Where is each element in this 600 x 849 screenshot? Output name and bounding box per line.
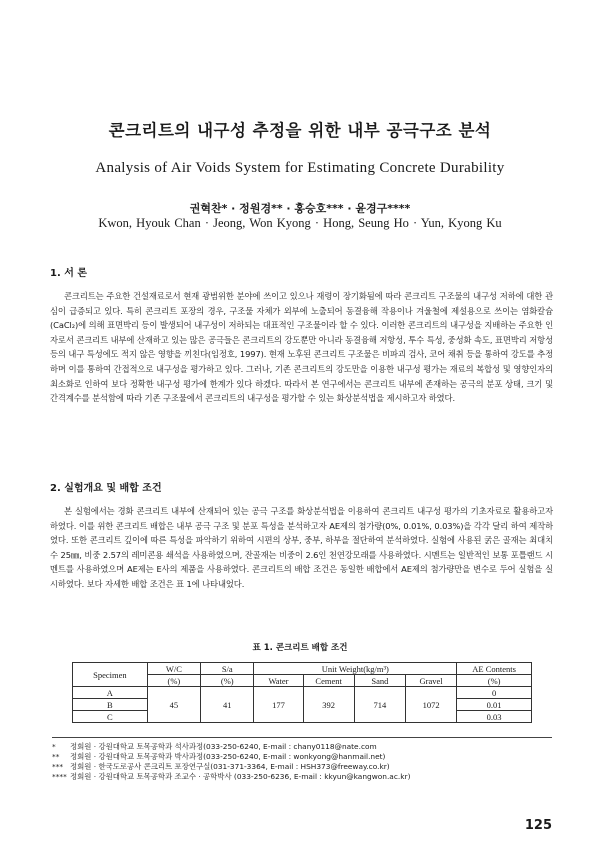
- page-number: 125: [524, 818, 552, 833]
- footnote-mark: *: [52, 742, 56, 751]
- table-row: [73, 687, 532, 699]
- footnote-item: [52, 772, 410, 782]
- authors-english: Kwon, Hyouk Chan · Jeong, Won Kyong · Hong, Seung Ho · Yun, Kyong Ku: [98, 216, 502, 230]
- water-cell: 177: [254, 687, 303, 723]
- section-heading-experiment: 2. 실험개요 및 배합 조건: [50, 483, 162, 494]
- table-caption: 표 1. 콘크리트 배합 조건: [252, 643, 348, 653]
- header-gravel: Gravel: [406, 675, 457, 687]
- header-unit-weight: Unit Weight(kg/m³): [254, 663, 457, 675]
- footnote-mark: ****: [52, 772, 67, 781]
- footnote-item: [52, 752, 385, 762]
- experiment-paragraph: 본 실험에서는 경화 콘크리트 내부에 산재되어 있는 공극 구조를 화상분석법을 이용하여 콘크리트 내구성 평가의 기초자료로 활용하고자 하였다. 이를 위한 콘크리트 배합은 내부 공극 구조 및 분포 특성을 분석하고자 AE제의 첨가량(0%, 0.01%, 0.03%)을 각각 달리 하여 제작하였다. 또한 콘크리트 깊이에 따른 특성을 파악하기 위하여 시편의 상부, 중부, 하부을 절단하여 분석하였다. 실험에 사용된 굵은 골재는 최대치수 25㎜, 비중 2.57의 레미콘용 쇄석을 사용하였으며, 잔골재는 비중이 2.6인 천연강모래를 사용하였다. 시멘트는 일반적인 보통 포틀랜드 시멘트를 사용하였으며 AE제는 E사의 제품을 사용하였다. 콘크리트의 배합 조건은 동일한 배합에서 AE제의 첨가량만을 변수로 두어 실험을 실시하였다. 보다 자세한 배합 조건은 표 1에 나타내었다.: [50, 506, 553, 589]
- authors-korean: 권혁찬* · 정원경** · 홍승호*** · 윤경구****: [189, 202, 411, 215]
- footnote-divider: [52, 737, 552, 738]
- footnote-mark: ***: [52, 762, 64, 771]
- header-water: Water: [254, 675, 303, 687]
- specimen-cell: C: [73, 711, 148, 723]
- header-wc-unit: (%): [147, 675, 200, 687]
- paper-title-english: Analysis of Air Voids System for Estimating Concrete Durability: [95, 160, 505, 176]
- specimen-cell: A: [73, 687, 148, 699]
- footnote-text: 정회원 · 강원대학교 토목공학과 박사과정(033-250-6240, E-mail : wonkyong@hanmail.net): [70, 752, 386, 761]
- footnote-text: 정회원 · 한국도로공사 콘크리트 포장연구실(031-371-3364, E-mail : HSH373@freeway.co.kr): [70, 762, 390, 771]
- sand-cell: 714: [354, 687, 405, 723]
- ae-cell: 0.03: [457, 711, 532, 723]
- section-heading-introduction: 1. 서 론: [50, 268, 88, 279]
- ae-cell: 0.01: [457, 699, 532, 711]
- ae-cell: 0: [457, 687, 532, 699]
- header-wc: W/C: [147, 663, 200, 675]
- header-sa-unit: (%): [201, 675, 254, 687]
- sa-cell: 41: [201, 687, 254, 723]
- footnote-item: [52, 742, 377, 752]
- header-sand: Sand: [354, 675, 405, 687]
- footnote-mark: **: [52, 752, 60, 761]
- paper-title-korean: 콘크리트의 내구성 추정을 위한 내부 공극구조 분석: [108, 121, 492, 140]
- header-ae: AE Contents: [457, 663, 532, 675]
- header-sa: S/a: [201, 663, 254, 675]
- footnote-item: [52, 762, 390, 772]
- wc-cell: 45: [147, 687, 200, 723]
- cement-cell: 392: [303, 687, 354, 723]
- specimen-cell: B: [73, 699, 148, 711]
- gravel-cell: 1072: [406, 687, 457, 723]
- header-cement: Cement: [303, 675, 354, 687]
- footnote-text: 정회원 · 강원대학교 토목공학과 석사과정(033-250-6240, E-mail : chany0118@nate.com: [70, 742, 377, 751]
- header-ae-unit: (%): [457, 675, 532, 687]
- footnote-text: 정회원 · 강원대학교 토목공학과 조교수 · 공학박사 (033-250-6236, E-mail : kkyun@kangwon.ac.kr): [70, 772, 411, 781]
- mix-design-table: [72, 662, 532, 723]
- table-header-row: [73, 663, 532, 675]
- header-specimen: Specimen: [73, 663, 148, 687]
- introduction-paragraph: 콘크리트는 주요한 건설재료로서 현재 광범위한 분야에 쓰이고 있으나 재령이 장기화됨에 따라 콘크리트 구조물의 내구성 저하에 대한 관심이 급증되고 있다. 특히 콘크리트 포장의 경우, 구조물 자체가 외부에 노출되어 동결융해 작용이나 겨울철에 제설용으로 쓰이는 염화칼슘(CaCl₂)에 의해 표면박리 등이 발생되어 내구성이 저하되는 대표적인 구조물이라 할 수 있다. 이러한 콘크리트의 내구성을 지배하는 주요한 인자로서 콘크리트 내부에 산재하고 있는 많은 공극들은 콘크리트의 강도뿐만 아니라 동결융해 저항성, 투수 특성, 중성화 속도, 표면박리 저항성 등의 내구 특성에도 적지 않은 영향을 끼친다(임정호, 1997). 현재 노후된 콘크리트 구조물은 비파괴 검사, 코어 채취 등을 통하여 강도를 추정하며 이를 통하여 간접적으로 내구성을 평가하고 있다. 그러나, 기존 콘크리트의 강도만을 이용한 내구성 평가는 재료의 복합성 및 영향인자의 최소화로 인하여 보다 정확한 내구성 평가에 한계가 있다 하겠다. 따라서 본 연구에서는 콘크리트 내부에 존재하는 공극의 분포 상태, 크기 및 간격계수를 분석함에 따라 기존 구조물에서 콘크리트의 내구성을 평가할 수 있는 화상분석법을 제시하고자 하였다.: [50, 291, 553, 404]
